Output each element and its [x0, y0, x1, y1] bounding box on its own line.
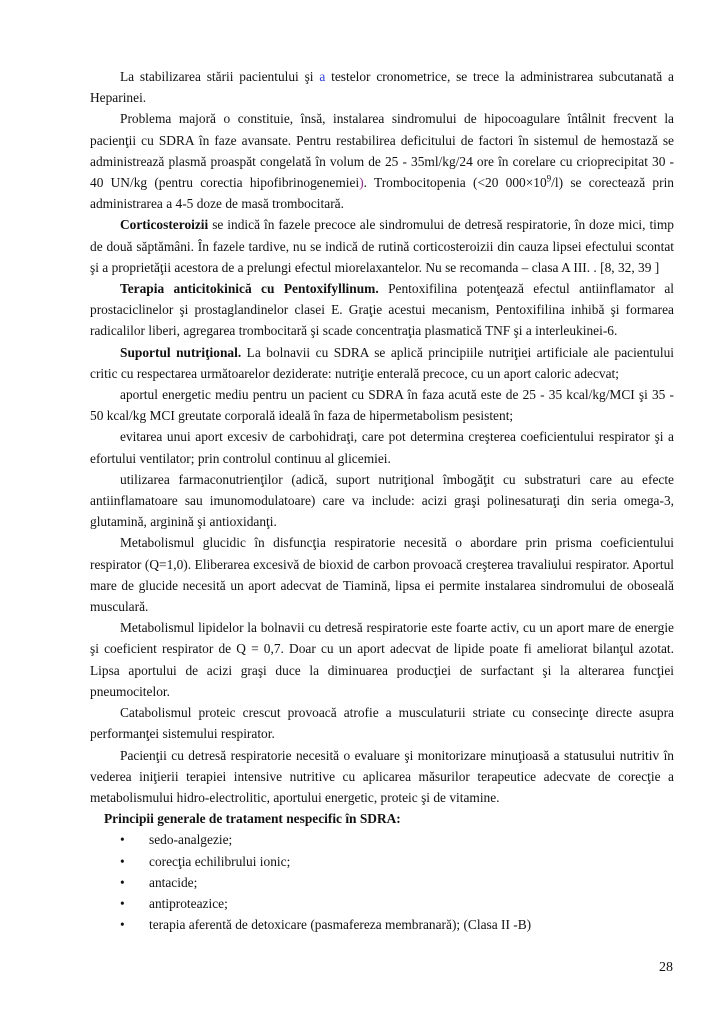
list-item: • corecţia echilibrului ionic;: [120, 851, 674, 872]
paragraph-text: . Trombocitopenia (<20 000×10: [363, 175, 547, 191]
paragraph-stabilization: [90, 66, 674, 108]
paragraph-pharmaconutrients: [90, 469, 674, 533]
paragraph-hypocoagulation: [90, 108, 674, 214]
paragraph-text: se indică în fazele precoce ale sindromului de detresă respiratorie, în doze mici, timp de două săptămâni. În fazele tardive, nu se indică de rutină corticosteroizii din cauza lipsei efectului scontat şi a proprietăţii acestora de a prelungi efectul miorelaxantelor. Nu se recomanda – clasa A III. . [8, 32, 39 ]: [90, 217, 674, 275]
paragraph-text: Pentoxifilina potenţează efectul antiinflamator al prostaciclinelor şi prostaglandinelor clasei E. Graţie acestui mecanism, Pentoxifilina inhibă şi formarea radicalilor liberi, agregarea trombocitară şi scade concentraţia plasmatică TNF şi a interleukinei-6.: [90, 281, 675, 339]
list-item: • antacide;: [120, 872, 674, 893]
paragraph-text: utilizarea farmaconutrienţilor (adică, suport nutriţional îmbogăţit cu substraturi care au efecte antiinflamatoare sau imunomodulatoare) care va include: acizi graşi polinesaturaţi din seria omega-3, glutamină, arginină şi antioxidanţi.: [90, 471, 674, 530]
paragraph-monitoring: Pacienţii cu detresă respiratorie necesită o evaluare şi monitorizare minuţioasă a statusului nutritiv în vederea iniţierii terapiei intensive nutritive cu aplicarea măsurilor terapeutice adecvate de corecţie a metabolismului hidro-electrolitic, aportului energetic, proteic şi de vitamine.: [90, 747, 674, 805]
paragraph-text: aportul energetic mediu pentru un pacient cu SDRA în faza acută este de 25 - 35 kcal/kg/MCI şi 35 - 50 kcal/kg MCI greutate corporală ideală în faza de hipermetabolism pesistent;: [90, 387, 674, 424]
paragraph-lipid-metabolism: Metabolismul lipidelor la bolnavii cu detresă respiratorie este foarte activ, cu un aport mare de energie şi coeficient respirator de Q = 0,7. Doar cu un aport adecvat de lipide poate fi ameliorat bilanţul azotat. Lipsa aportului de acizi graşi duce la diminuarea producţiei de surfactant şi la alterarea funcţiei pneumocitelor.: [90, 620, 674, 699]
list-item: • terapia aferentă de detoxicare (pasmafereza membranară); (Clasa II -B): [120, 914, 674, 935]
paragraph-nutrition: [90, 342, 674, 384]
section-heading: Principii generale de tratament nespecific în SDRA:: [104, 811, 401, 827]
bold-term: Suportul nutriţional.: [120, 344, 242, 360]
bold-term: Corticosteroizii: [120, 217, 209, 233]
paragraph-glucose-metabolism: Metabolismul glucidic în disfuncţia respiratorie necesită o abordare prin prisma coeficientului respirator (Q=1,0). Eliberarea excesivă de bioxid de carbon provoacă creşterea travaliului respirator. Aportul mare de glucide necesită un aport adecvat de Tiamină, lipsa ei permite instalarea sindromului de oboseală musculară.: [90, 535, 674, 615]
paragraph-corticosteroids: [90, 214, 674, 278]
paragraph-pentoxifylline: [90, 278, 674, 342]
list-item: • sedo-analgezie;: [120, 829, 674, 850]
paragraph-energy-intake: [90, 384, 674, 426]
bold-term: Terapia anticitokinică cu Pentoxifyllinum.: [120, 281, 379, 297]
highlighted-letter: a: [319, 69, 326, 84]
list-item: • antiproteazice;: [120, 893, 674, 914]
treatment-list: [90, 829, 674, 935]
paragraph-text: evitarea unui aport excesiv de carbohidraţi, care pot determina creşterea coeficientului respirator şi a efortului ventilator; prin controlul continuu al glicemiei.: [90, 429, 674, 466]
paragraph-text: La stabilizarea stării pacientului şi: [120, 69, 314, 84]
paragraph-text: La bolnavii cu SDRA se aplică principiile nutriţiei artificiale ale pacientului critic cu respectarea următoarelor deziderate: nutriţie enterală precoce, cu un aport caloric adecvat;: [90, 344, 674, 381]
paragraph-carbohydrates: [90, 426, 674, 468]
superscript: 9: [546, 173, 552, 184]
document-body: [90, 66, 674, 935]
highlighted-paren: ): [359, 175, 364, 191]
paragraph-protein-catabolism: Catabolismul proteic crescut provoacă atrofie a musculaturii striate cu consecinţe directe asupra performanţei sistemului respirator.: [90, 705, 674, 742]
paragraph-text: /l) se corectează prin administrarea a 4-5 doze de masă trombocitară.: [90, 175, 674, 212]
page-number: 28: [659, 960, 673, 975]
paragraph-text: Problema majoră o constituie, însă, instalarea sindromului de hipocoagulare întâlnit frecvent la pacienţii cu SDRA în faze avansate. Pentru restabilirea deficitului de factori în sistemul de hemostază se administrează plasmă proaspăt congelată în volum de 25 - 35ml/kg/24 ore în corelare cu crioprecipitat 30 - 40 UN/kg (pentru corectia hipofibrinogenemiei: [90, 111, 674, 191]
paragraph-text: testelor cronometrice, se trece la administrarea subcutanată a Heparinei.: [90, 69, 674, 106]
